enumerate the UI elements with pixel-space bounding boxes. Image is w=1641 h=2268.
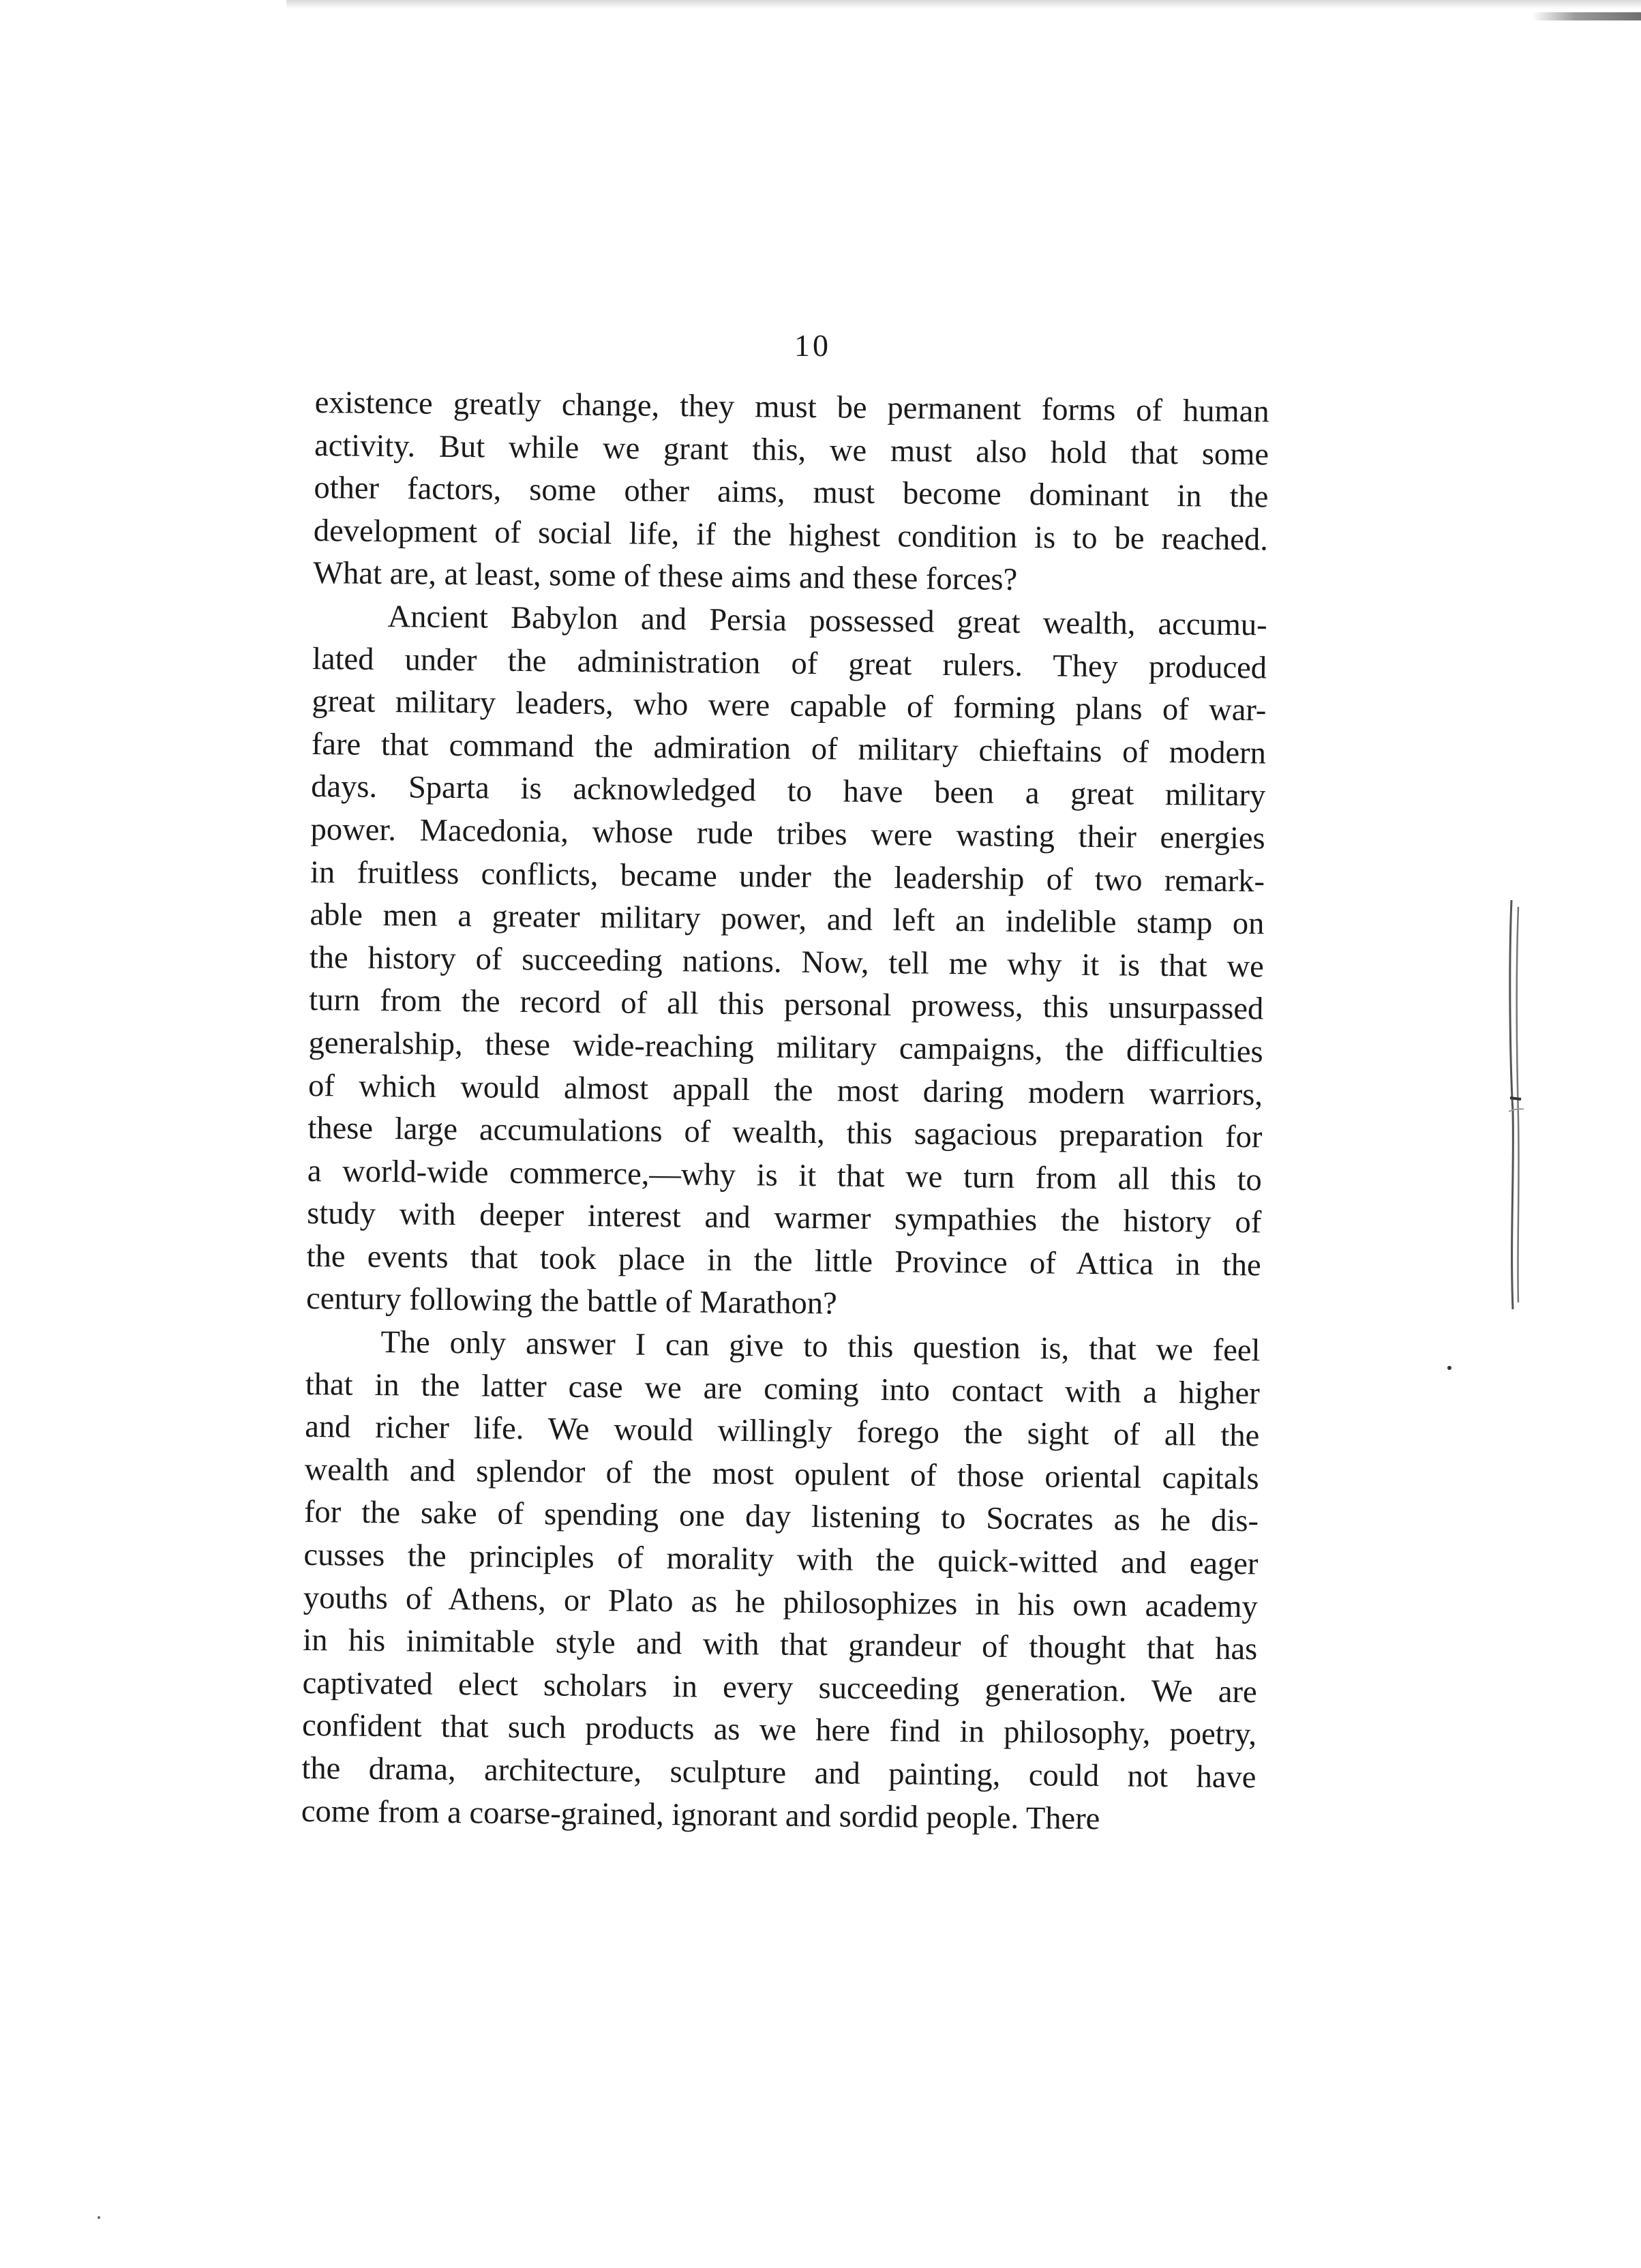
text-line: wealth and splendor of the most opulent of those oriental capitals: [304, 1452, 1259, 1497]
text-line: cusses the principles of morality with the quick-witted and eager: [303, 1537, 1259, 1582]
paragraph: [313, 382, 1269, 604]
text-line: great military leaders, who were capable of forming plans of war-: [312, 684, 1267, 728]
text-line: that in the latter case we are coming into contact with a higher: [305, 1367, 1261, 1412]
text-line: century following the battle of Marathon?: [305, 1281, 837, 1322]
text-line: turn from the record of all this personal prowess, this unsurpassed: [309, 983, 1264, 1027]
text-line: Ancient Babylon and Persia possessed great wealth, accumu-: [387, 599, 1267, 643]
page-top-edge-shadow: [286, 0, 1641, 10]
text-line: and richer life. We would willingly forego the sight of all the: [305, 1409, 1260, 1454]
text-line: days. Sparta is acknowledged to have been a great military: [311, 769, 1266, 814]
text-line: in fruitless conflicts, became under the leadership of two remark-: [310, 854, 1265, 899]
text-line: development of social life, if the highest condition is to be reached.: [313, 513, 1269, 558]
text-line: existence greatly change, they must be permanent forms of human: [314, 385, 1269, 430]
text-line: activity. But while we grant this, we must also hold that some: [314, 428, 1269, 473]
text-line: the drama, architecture, sculpture and painting, could not have: [301, 1750, 1256, 1795]
text-line: captivated elect scholars in every succeeding generation. We are: [302, 1665, 1257, 1710]
paper-speck: [1447, 1366, 1451, 1370]
text-line: these large accumulations of wealth, this sagacious preparation for: [307, 1111, 1263, 1155]
text-line: The only answer I can give to this question is, that we feel: [380, 1325, 1261, 1369]
text-line: fare that command the admiration of military chieftains of modern: [311, 726, 1267, 771]
text-line: able men a greater military power, and left an indelible stamp on: [310, 897, 1265, 942]
paragraph: [306, 595, 1267, 1330]
text-line: confident that such products as we here find in philosophy, poetry,: [301, 1708, 1257, 1752]
text-line: come from a coarse-grained, ignorant and sordid people. There: [301, 1793, 1100, 1836]
text-line: for the sake of spending one day listening to Socrates as he dis-: [303, 1495, 1259, 1539]
body-text: [301, 382, 1269, 1842]
text-line: the history of succeeding nations. Now, tell me why it is that we: [309, 940, 1265, 985]
binding-thread-mark: [1503, 886, 1524, 1323]
text-line: youths of Athens, or Plato as he philosophizes in his own academy: [303, 1580, 1259, 1624]
paragraph: [301, 1321, 1261, 1842]
text-line: a world-wide commerce,—why is it that we turn from all this to: [307, 1153, 1263, 1198]
text-line: of which would almost appall the most daring modern warriors,: [307, 1068, 1263, 1112]
text-line: other factors, some other aims, must become dominant in the: [314, 471, 1269, 515]
page-number: 10: [794, 328, 831, 363]
text-line: generalship, these wide-reaching military campaigns, the difficulties: [308, 1025, 1263, 1070]
paper-speck: [97, 2216, 100, 2219]
text-line: What are, at least, some of these aims and these forces?: [313, 556, 1018, 598]
text-line: in his inimitable style and with that grandeur of thought that has: [303, 1623, 1258, 1667]
page-corner-shadow: [1532, 12, 1641, 20]
text-line: power. Macedonia, whose rude tribes were wasting their energies: [310, 811, 1265, 856]
text-line: study with deeper interest and warmer sympathies the history of: [307, 1196, 1262, 1240]
text-line: lated under the administration of great rulers. They produced: [312, 641, 1267, 685]
text-line: the events that took place in the little Province of Attica in the: [306, 1238, 1261, 1283]
